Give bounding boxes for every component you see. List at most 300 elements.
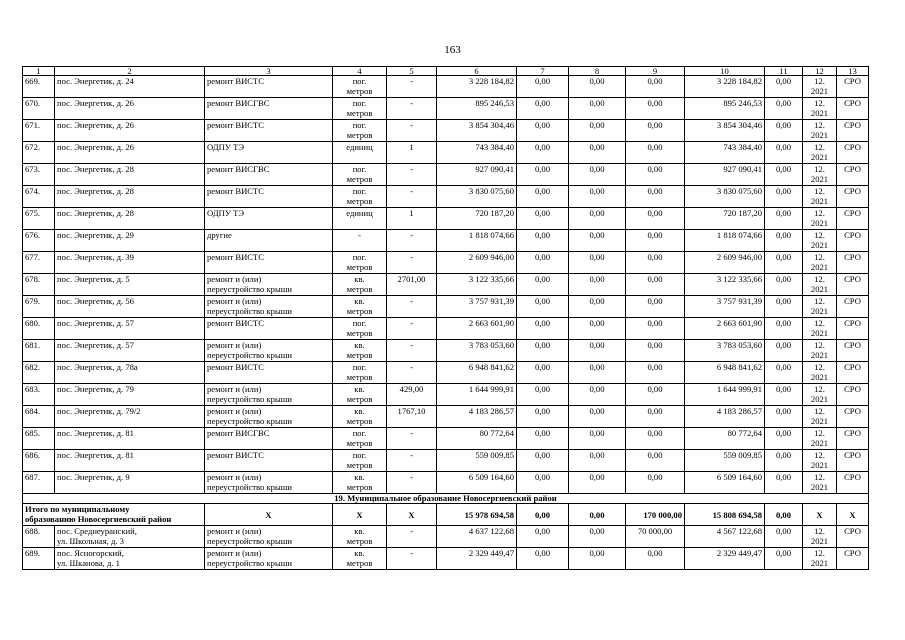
table-row [23,120,869,142]
quantity-cell: 2701,00 [387,274,437,296]
fund-cell: 0,00 [517,526,569,548]
work-type-cell [205,362,333,384]
other-funds-cell: 0,00 [765,164,803,186]
address-cell-line: пос. Энергетик, д. 79/2 [57,406,141,416]
total-label [23,504,205,526]
table-row [23,76,869,98]
fund-cell: 0,00 [517,120,569,142]
deadline-cell [803,362,837,384]
deadline-cell-line: 2021 [810,86,829,96]
table-row [23,230,869,252]
unit-cell-line: пог. [352,186,367,196]
other-funds-cell: 0,00 [765,208,803,230]
regional-budget-cell: 0,00 [569,450,626,472]
table-row [23,142,869,164]
regional-budget-cell: 0,00 [569,472,626,494]
unit-cell-line: метров [346,284,373,294]
unit-cell-line: пог. [352,120,367,130]
deadline-cell [803,252,837,274]
total-cost-cell: 3 854 304,46 [437,120,517,142]
table-row [23,450,869,472]
row-number: 687. [23,472,55,494]
owners-funds-cell: 2 329 449,47 [685,548,765,570]
unit-cell [333,340,387,362]
address-cell [55,230,205,252]
work-type-cell-line: ремонт ВИСТС [207,318,265,328]
method-cell: СРО [837,526,869,548]
deadline-cell-line: 2021 [810,218,829,228]
regional-budget-cell: 0,00 [569,98,626,120]
fund-cell: 0,00 [517,230,569,252]
deadline-cell-line: 2021 [810,460,829,470]
total-cost-cell: 4 183 286,57 [437,406,517,428]
local-budget-cell: 0,00 [626,384,685,406]
row-number: 673. [23,164,55,186]
section-row [23,494,869,504]
deadline-cell-line: 2021 [810,196,829,206]
unit-cell-line: пог. [352,98,367,108]
address-cell [55,406,205,428]
deadline-cell-line: 2021 [810,416,829,426]
address-cell-line: пос. Энергетик, д. 24 [57,76,134,86]
total-label-line: образованию Новосергиевский район [25,514,172,524]
quantity-cell: - [387,186,437,208]
unit-cell-line: пог. [352,428,367,438]
method-cell: СРО [837,318,869,340]
total-c6: 15 978 694,58 [437,504,517,526]
owners-funds-cell: 3 757 931,39 [685,296,765,318]
unit-cell-line: метров [346,350,373,360]
row-number: 681. [23,340,55,362]
unit-cell-line: единиц [346,208,373,218]
unit-cell [333,472,387,494]
row-number: 689. [23,548,55,570]
regional-budget-cell: 0,00 [569,186,626,208]
owners-funds-cell: 3 783 053,60 [685,340,765,362]
local-budget-cell: 0,00 [626,142,685,164]
fund-cell: 0,00 [517,428,569,450]
other-funds-cell: 0,00 [765,230,803,252]
deadline-cell [803,98,837,120]
header-cell-6: 6 [437,67,517,76]
unit-cell-line: единиц [346,142,373,152]
method-cell: СРО [837,472,869,494]
other-funds-cell: 0,00 [765,120,803,142]
quantity-cell: - [387,450,437,472]
unit-cell [333,186,387,208]
method-cell: СРО [837,274,869,296]
row-number: 670. [23,98,55,120]
work-type-cell [205,142,333,164]
deadline-cell [803,472,837,494]
work-type-cell [205,340,333,362]
work-type-cell [205,548,333,570]
owners-funds-cell: 3 854 304,46 [685,120,765,142]
quantity-cell: 1 [387,142,437,164]
work-type-cell [205,526,333,548]
regional-budget-cell: 0,00 [569,526,626,548]
owners-funds-cell: 927 090,41 [685,164,765,186]
method-cell: СРО [837,548,869,570]
row-number: 682. [23,362,55,384]
regional-budget-cell: 0,00 [569,296,626,318]
other-funds-cell: 0,00 [765,548,803,570]
total-c8: 0,00 [569,504,626,526]
work-type-cell-line: переустройство крыши [207,536,292,546]
unit-cell [333,274,387,296]
work-type-cell-line: ремонт ВИСТС [207,252,265,262]
unit-cell [333,120,387,142]
total-c7: 0,00 [517,504,569,526]
row-number: 679. [23,296,55,318]
total-cost-cell: 927 090,41 [437,164,517,186]
regional-budget-cell: 0,00 [569,208,626,230]
fund-cell: 0,00 [517,384,569,406]
local-budget-cell: 0,00 [626,76,685,98]
unit-cell-line: метров [346,262,373,272]
deadline-cell [803,318,837,340]
table-row [23,384,869,406]
unit-cell-line: метров [346,438,373,448]
regional-budget-cell: 0,00 [569,252,626,274]
owners-funds-cell: 3 228 184,82 [685,76,765,98]
regional-budget-cell: 0,00 [569,230,626,252]
total-cost-cell: 1 644 999,91 [437,384,517,406]
address-cell-line: пос. Энергетик, д. 28 [57,208,134,218]
deadline-cell [803,406,837,428]
unit-cell-line: кв. [354,406,365,416]
row-number: 677. [23,252,55,274]
deadline-cell [803,274,837,296]
row-number: 672. [23,142,55,164]
unit-cell [333,164,387,186]
total-cost-cell: 1 818 074,66 [437,230,517,252]
table-row [23,428,869,450]
regional-budget-cell: 0,00 [569,164,626,186]
deadline-cell [803,76,837,98]
deadline-cell-line: 12. [814,98,825,108]
deadline-cell-line: 12. [814,384,825,394]
address-cell-line: пос. Среднеуранский, [57,526,137,536]
local-budget-cell: 0,00 [626,450,685,472]
total-c12: X [803,504,837,526]
address-cell-line: пос. Ясногорский, [57,548,124,558]
other-funds-cell: 0,00 [765,526,803,548]
regional-budget-cell: 0,00 [569,120,626,142]
work-type-cell [205,76,333,98]
owners-funds-cell: 6 509 164,60 [685,472,765,494]
address-cell-line: пос. Энергетик, д. 5 [57,274,130,284]
deadline-cell-line: 2021 [810,174,829,184]
regional-budget-cell: 0,00 [569,384,626,406]
owners-funds-cell: 1 818 074,66 [685,230,765,252]
table-row [23,548,869,570]
unit-cell [333,98,387,120]
address-cell [55,76,205,98]
header-cell-13: 13 [837,67,869,76]
regional-budget-cell: 0,00 [569,142,626,164]
total-cost-cell: 6 948 841,62 [437,362,517,384]
total-cost-cell: 3 830 075,60 [437,186,517,208]
owners-funds-cell: 4 567 122,68 [685,526,765,548]
deadline-cell-line: 2021 [810,240,829,250]
total-c11: 0,00 [765,504,803,526]
deadline-cell-line: 2021 [810,306,829,316]
fund-cell: 0,00 [517,164,569,186]
unit-cell-line: кв. [354,548,365,558]
unit-cell-line: кв. [354,472,365,482]
method-cell: СРО [837,406,869,428]
local-budget-cell: 0,00 [626,98,685,120]
section-title: 19. Муниципальное образование Новосергиевский район [23,494,869,504]
header-cell-11: 11 [765,67,803,76]
unit-cell-line: метров [346,328,373,338]
row-number: 680. [23,318,55,340]
deadline-cell-line: 2021 [810,130,829,140]
unit-cell [333,428,387,450]
address-cell [55,296,205,318]
deadline-cell-line: 2021 [810,328,829,338]
unit-cell [333,362,387,384]
total-cost-cell: 2 609 946,00 [437,252,517,274]
address-cell [55,120,205,142]
address-cell [55,318,205,340]
deadline-cell-line: 12. [814,548,825,558]
other-funds-cell: 0,00 [765,340,803,362]
address-cell-line: пос. Энергетик, д. 81 [57,450,134,460]
deadline-cell-line: 12. [814,340,825,350]
address-cell [55,208,205,230]
other-funds-cell: 0,00 [765,98,803,120]
table-row [23,296,869,318]
total-cost-cell: 2 329 449,47 [437,548,517,570]
deadline-cell-line: 12. [814,450,825,460]
method-cell: СРО [837,340,869,362]
total-cost-cell: 4 637 122,68 [437,526,517,548]
fund-cell: 0,00 [517,548,569,570]
method-cell: СРО [837,252,869,274]
address-cell-line: пос. Энергетик, д. 79 [57,384,134,394]
quantity-cell: - [387,428,437,450]
quantity-cell: - [387,98,437,120]
work-type-cell [205,450,333,472]
regional-budget-cell: 0,00 [569,274,626,296]
total-cost-cell: 559 009,85 [437,450,517,472]
address-cell-line: ул. Школьная, д. 3 [57,536,124,546]
local-budget-cell: 0,00 [626,186,685,208]
address-cell-line: пос. Энергетик, д. 26 [57,142,134,152]
total-cost-cell: 80 772,64 [437,428,517,450]
deadline-cell-line: 12. [814,526,825,536]
local-budget-cell: 0,00 [626,164,685,186]
other-funds-cell: 0,00 [765,362,803,384]
method-cell: СРО [837,296,869,318]
local-budget-cell: 0,00 [626,230,685,252]
local-budget-cell: 0,00 [626,548,685,570]
local-budget-cell: 0,00 [626,120,685,142]
method-cell: СРО [837,428,869,450]
fund-cell: 0,00 [517,186,569,208]
unit-cell-line: метров [346,108,373,118]
address-cell-line: пос. Энергетик, д. 28 [57,164,134,174]
row-number: 683. [23,384,55,406]
fund-cell: 0,00 [517,76,569,98]
quantity-cell: 429,00 [387,384,437,406]
local-budget-cell: 70 000,00 [626,526,685,548]
regional-budget-cell: 0,00 [569,318,626,340]
unit-cell [333,318,387,340]
unit-cell-line: метров [346,372,373,382]
deadline-cell [803,120,837,142]
page-number: 163 [444,44,461,56]
unit-cell-line: кв. [354,526,365,536]
fund-cell: 0,00 [517,274,569,296]
unit-cell-line: кв. [354,296,365,306]
owners-funds-cell: 1 644 999,91 [685,384,765,406]
header-cell-4: 4 [333,67,387,76]
header-cell-8: 8 [569,67,626,76]
table-row [23,472,869,494]
method-cell: СРО [837,98,869,120]
other-funds-cell: 0,00 [765,186,803,208]
row-number: 686. [23,450,55,472]
unit-cell-line: пог. [352,164,367,174]
header-cell-9: 9 [626,67,685,76]
work-type-cell [205,406,333,428]
address-cell-line: пос. Энергетик, д. 39 [57,252,134,262]
deadline-cell [803,142,837,164]
unit-cell-line: - [358,230,361,240]
work-type-cell-line: ремонт ВИСГВС [207,98,270,108]
header-cell-2: 2 [55,67,205,76]
other-funds-cell: 0,00 [765,406,803,428]
fund-cell: 0,00 [517,296,569,318]
header-cell-12: 12 [803,67,837,76]
deadline-cell [803,296,837,318]
row-number: 674. [23,186,55,208]
address-cell-line: пос. Энергетик, д. 26 [57,98,134,108]
fund-cell: 0,00 [517,252,569,274]
unit-cell-line: метров [346,196,373,206]
unit-cell-line: метров [346,558,373,568]
address-cell [55,274,205,296]
work-type-cell [205,98,333,120]
total-c13: X [837,504,869,526]
other-funds-cell: 0,00 [765,450,803,472]
address-cell [55,384,205,406]
quantity-cell: - [387,120,437,142]
deadline-cell-line: 12. [814,428,825,438]
row-number: 669. [23,76,55,98]
deadline-cell [803,450,837,472]
method-cell: СРО [837,230,869,252]
unit-cell-line: метров [346,536,373,546]
table-row [23,340,869,362]
table-row [23,318,869,340]
local-budget-cell: 0,00 [626,428,685,450]
address-cell [55,526,205,548]
work-type-cell-line: ремонт ВИСТС [207,76,265,86]
local-budget-cell: 0,00 [626,406,685,428]
other-funds-cell: 0,00 [765,428,803,450]
owners-funds-cell: 6 948 841,62 [685,362,765,384]
deadline-cell [803,548,837,570]
address-cell [55,186,205,208]
regional-budget-cell: 0,00 [569,548,626,570]
owners-funds-cell: 2 609 946,00 [685,252,765,274]
row-number: 671. [23,120,55,142]
work-type-cell-line: переустройство крыши [207,482,292,492]
owners-funds-cell: 3 830 075,60 [685,186,765,208]
work-type-cell-line: ремонт и (или) [207,296,262,306]
local-budget-cell: 0,00 [626,252,685,274]
regional-budget-cell: 0,00 [569,406,626,428]
address-cell [55,164,205,186]
regional-budget-cell: 0,00 [569,428,626,450]
owners-funds-cell: 4 183 286,57 [685,406,765,428]
address-cell-line: пос. Энергетик, д. 57 [57,340,134,350]
work-type-cell [205,296,333,318]
other-funds-cell: 0,00 [765,318,803,340]
other-funds-cell: 0,00 [765,384,803,406]
unit-cell-line: метров [346,460,373,470]
header-cell-7: 7 [517,67,569,76]
local-budget-cell: 0,00 [626,208,685,230]
work-type-cell-line: ремонт и (или) [207,340,262,350]
table-row [23,274,869,296]
deadline-cell [803,428,837,450]
owners-funds-cell: 2 663 601,90 [685,318,765,340]
unit-cell [333,76,387,98]
local-budget-cell: 0,00 [626,340,685,362]
address-cell [55,142,205,164]
quantity-cell: - [387,76,437,98]
work-type-cell-line: ремонт и (или) [207,526,262,536]
deadline-cell-line: 12. [814,472,825,482]
quantity-cell: - [387,296,437,318]
row-number: 675. [23,208,55,230]
unit-cell [333,406,387,428]
table-row [23,362,869,384]
work-type-cell-line: переустройство крыши [207,350,292,360]
unit-cell-line: метров [346,130,373,140]
deadline-cell [803,384,837,406]
owners-funds-cell: 743 384,40 [685,142,765,164]
total-cost-cell: 743 384,40 [437,142,517,164]
work-type-cell-line: переустройство крыши [207,284,292,294]
work-type-cell [205,428,333,450]
work-type-cell-line: ремонт ВИСТС [207,186,265,196]
unit-cell [333,526,387,548]
address-cell [55,472,205,494]
total-c9: 170 000,00 [626,504,685,526]
quantity-cell: - [387,230,437,252]
address-cell-line: пос. Энергетик, д. 81 [57,428,134,438]
method-cell: СРО [837,362,869,384]
work-type-cell-line: ремонт ВИСТС [207,120,265,130]
total-cost-cell: 6 509 164,60 [437,472,517,494]
deadline-cell-line: 2021 [810,536,829,546]
other-funds-cell: 0,00 [765,142,803,164]
table-row [23,208,869,230]
total-cost-cell: 720 187,20 [437,208,517,230]
owners-funds-cell: 559 009,85 [685,450,765,472]
deadline-cell [803,230,837,252]
deadline-cell-line: 2021 [810,482,829,492]
address-cell-line: пос. Энергетик, д. 56 [57,296,134,306]
address-cell-line: пос. Энергетик, д. 57 [57,318,134,328]
work-type-cell-line: переустройство крыши [207,416,292,426]
